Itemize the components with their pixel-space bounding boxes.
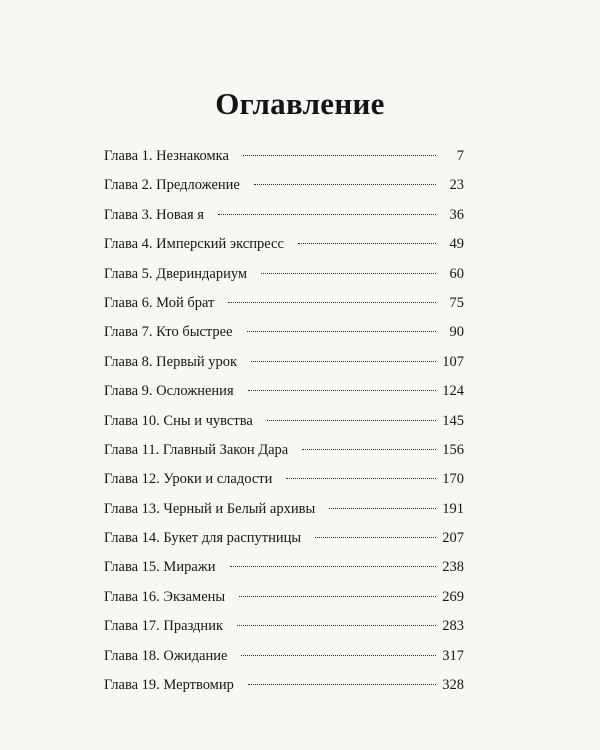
dot-leader [228,302,436,303]
dot-leader [286,478,436,479]
toc-entry [104,587,464,616]
dot-leader [230,566,436,567]
table-of-contents [104,146,464,704]
chapter-title: Глава 8. Первый урок [104,353,238,370]
chapter-title: Глава 9. Осложнения [104,383,234,400]
toc-entry [104,499,464,528]
page-number: 269 [442,588,464,605]
dot-leader [248,684,436,685]
page-number: 49 [449,236,464,253]
page-number: 36 [449,206,464,223]
page-number: 90 [449,324,464,341]
toc-entry [104,616,464,645]
chapter-title: Глава 17. Праздник [104,618,223,635]
page-number: 207 [442,530,464,547]
chapter-title: Глава 3. Новая я [104,206,204,223]
toc-entry [104,411,464,440]
page-number: 328 [442,677,464,694]
toc-entry [104,557,464,586]
page-number: 156 [442,441,464,458]
toc-entry [104,528,464,557]
chapter-title: Глава 1. Незнакомка [104,148,229,164]
toc-entry [104,205,464,234]
dot-leader [248,390,436,391]
page-number: 75 [449,294,464,311]
page-number: 107 [442,353,464,370]
page-number: 7 [456,148,464,164]
dot-leader [329,508,436,509]
toc-entry [104,469,464,498]
dot-leader [239,596,436,597]
toc-entry [104,146,464,175]
toc-entry [104,646,464,675]
chapter-title: Глава 7. Кто быстрее [104,324,233,341]
toc-entry [104,175,464,204]
toc-entry [104,234,464,263]
dot-leader [243,155,436,156]
page-number: 23 [449,177,464,194]
chapter-title: Глава 4. Имперский экспресс [104,236,284,253]
dot-leader [254,184,436,185]
page-number: 238 [442,559,464,576]
chapter-title: Глава 5. Двериндариум [104,265,248,282]
chapter-title: Глава 14. Букет для распутницы [104,530,302,547]
toc-entry [104,322,464,351]
toc-entry [104,381,464,410]
toc-entry [104,352,464,381]
dot-leader [218,214,436,215]
dot-leader [247,331,436,332]
chapter-title: Глава 10. Сны и чувства [104,412,253,429]
page-title: Оглавление [215,86,385,121]
chapter-title: Глава 6. Мой брат [104,294,215,311]
toc-entry [104,440,464,469]
toc-entry [104,675,464,704]
dot-leader [315,537,436,538]
dot-leader [302,449,436,450]
page-number: 191 [442,500,464,517]
dot-leader [298,243,436,244]
chapter-title: Глава 15. Миражи [104,559,216,576]
chapter-title: Глава 2. Предложение [104,177,240,194]
page-number: 145 [442,412,464,429]
chapter-title: Глава 19. Мертвомир [104,677,234,694]
toc-entry [104,264,464,293]
page-number: 170 [442,471,464,488]
chapter-title: Глава 18. Ожидание [104,647,228,664]
chapter-title: Глава 11. Главный Закон Дара [104,441,289,458]
page-number: 317 [442,647,464,664]
dot-leader [241,655,436,656]
dot-leader [267,420,436,421]
page-number: 283 [442,618,464,635]
page-number: 60 [449,265,464,282]
chapter-title: Глава 13. Черный и Белый архивы [104,500,316,517]
dot-leader [251,361,436,362]
page-number: 124 [442,383,464,400]
dot-leader [237,625,436,626]
chapter-title: Глава 16. Экзамены [104,588,226,605]
toc-entry [104,293,464,322]
dot-leader [261,273,436,274]
chapter-title: Глава 12. Уроки и сладости [104,471,273,488]
